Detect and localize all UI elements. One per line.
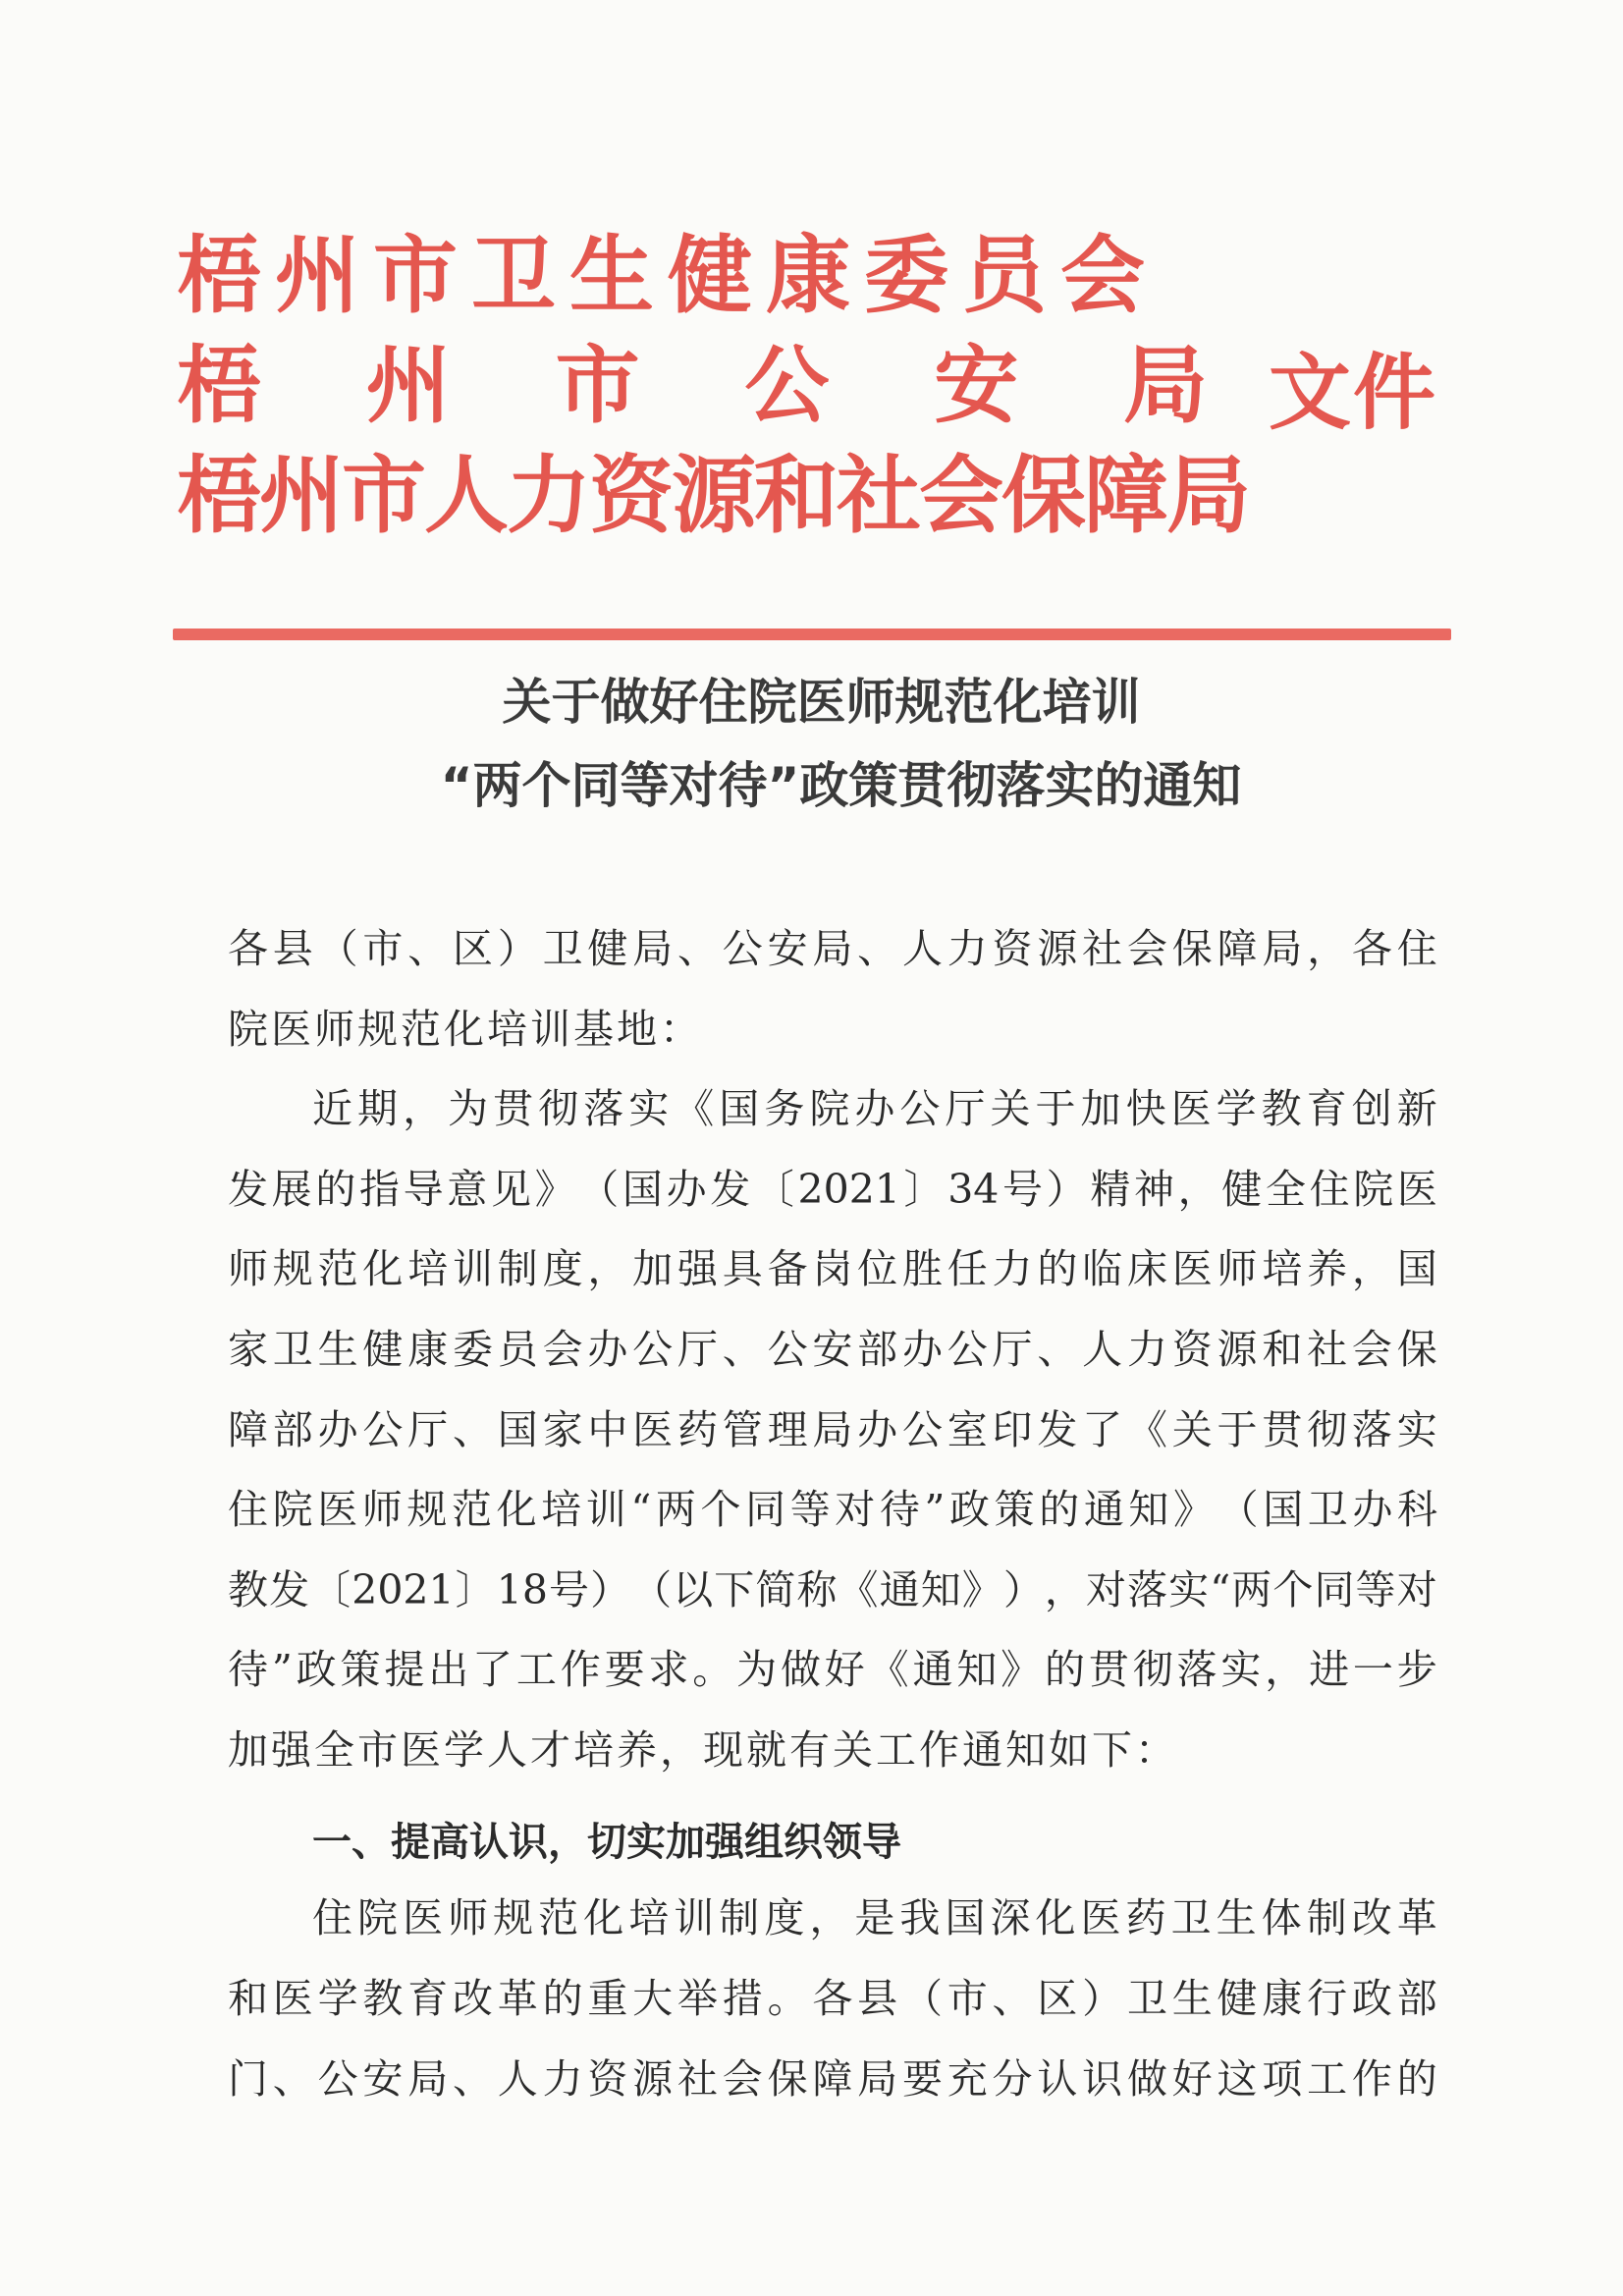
letterhead-agency-health-commission: 梧州市卫生健康委员会 (177, 226, 1159, 325)
body-line: 近 期 ， 为 贯 彻 落 实 《 国 务 院 办 公 厅 关 于 加 快 医 学 教 育 创 新 (312, 1085, 1437, 1133)
body-line: 待 ” 政 策 提 出 了 工 作 要 求 。 为 做 好 《 通 知 》 的 贯 彻 落 实 ， 进 一 步 (228, 1646, 1437, 1694)
body-line: 加强全市医学人才培养，现就有关工作通知如下： (228, 1726, 1178, 1774)
body-line: 住 院 医 师 规 范 化 培 训 “ 两 个 同 等 对 待 ” 政 策 的 通 知 》 （ 国 卫 办 科 (228, 1486, 1437, 1534)
letterhead-char: 梧 (177, 336, 261, 435)
letterhead-char: 州 (365, 336, 451, 435)
body-line: 家 卫 生 健 康 委 员 会 办 公 厅 、 公 安 部 办 公 厅 、 人 力 资 源 和 社 会 保 (228, 1326, 1437, 1373)
body-line: 住 院 医 师 规 范 化 培 训 制 度 ， 是 我 国 深 化 医 药 卫 生 体 制 改 革 (312, 1894, 1437, 1941)
letterhead-char: 市 (555, 336, 640, 435)
body-line: 障 部 办 公 厅 、 国 家 中 医 药 管 理 局 办 公 室 印 发 了 《 关 于 贯 彻 落 实 (228, 1405, 1437, 1453)
body-line: 院医师规范化培训基地： (228, 1005, 703, 1053)
letterhead-agency-hr-social-security: 梧州市人力资源和社会保障局 (177, 446, 1249, 545)
letterhead-char: 公 (744, 336, 830, 435)
section-heading: 一、提高认识，切实加强组织领导 (312, 1820, 901, 1865)
letterhead-doc-type: 文件 (1269, 344, 1438, 441)
letterhead-char: 局 (1122, 336, 1208, 435)
body-line: 教 发 〔 2021 〕 18 号 ） （ 以 下 简 称 《 通 知 》 ） ， 对 落 实 “ 两 个 同 等 对 (228, 1565, 1437, 1613)
body-line: 师 规 范 化 培 训 制 度 ， 加 强 具 备 岗 位 胜 任 力 的 临 床 医 师 培 养 ， 国 (228, 1245, 1437, 1293)
body-line: 发 展 的 指 导 意 见 》 （ 国 办 发 〔 2021 〕 34 号 ） 精 神 ， 健 全 住 院 医 (228, 1165, 1437, 1213)
document-title-line-1: 关于做好住院医师规范化培训 (502, 674, 1141, 731)
body-line: 和 医 学 教 育 改 革 的 重 大 举 措 。 各 县 （ 市 、 区 ） 卫 生 健 康 行 政 部 (228, 1975, 1437, 2022)
body-line: 门 、 公 安 局 、 人 力 资 源 社 会 保 障 局 要 充 分 认 识 做 好 这 项 工 作 的 (228, 2055, 1437, 2103)
letterhead-agency-public-security (177, 336, 1208, 435)
letterhead-red-rule (173, 629, 1451, 640)
body-line: 各 县 （ 市 、 区 ） 卫 健 局 、 公 安 局 、 人 力 资 源 社 会 保 障 局 ， 各 住 (228, 925, 1437, 972)
letterhead-char: 安 (934, 336, 1019, 435)
document-title-line-2: “两个同等对待”政策贯彻落实的通知 (440, 757, 1242, 814)
